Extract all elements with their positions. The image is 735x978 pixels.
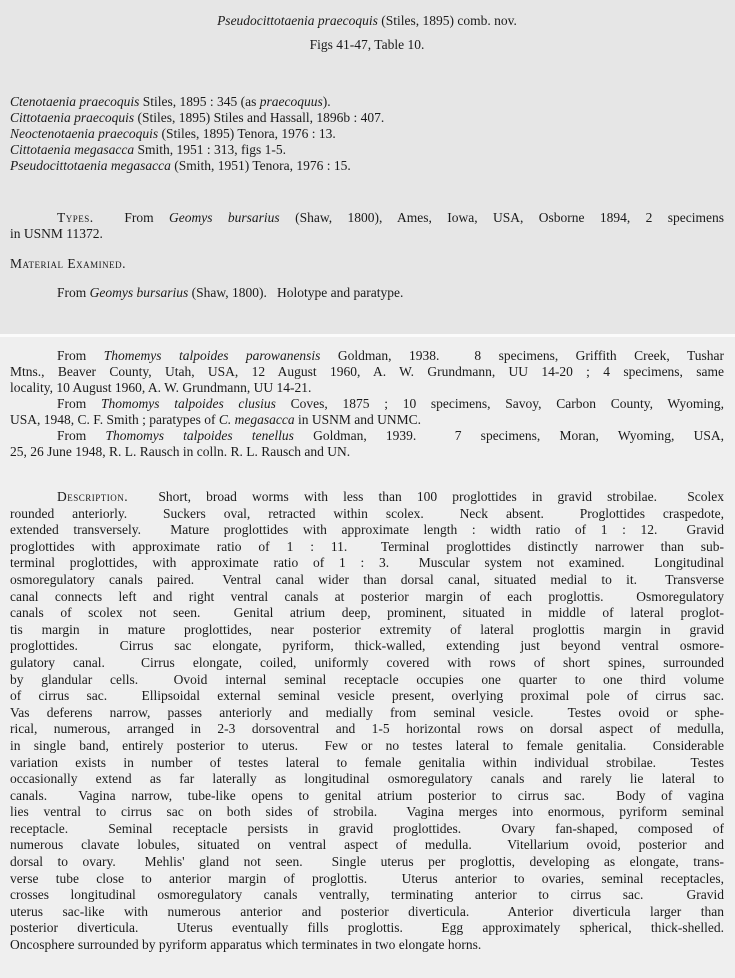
- text-line: [10, 788, 724, 805]
- text-line: [10, 126, 724, 142]
- text-run: From: [57, 396, 101, 411]
- text-run: osmoregulatory canals paired. Ventral canal wider than dorsal canal, situated medial to it. Transverse: [10, 571, 724, 587]
- text-line: [10, 226, 724, 242]
- italic-taxon-name: Neoctenotaenia praecoquis: [10, 126, 159, 141]
- text-line: [10, 638, 724, 655]
- material-examined-list: [10, 348, 724, 460]
- text-run: Vas deferens narrow, passes anteriorly and medially from seminal vesicle. Testes ovoid or sphe-: [10, 704, 724, 720]
- text-run: crosses longitudinal osmoregulatory canals ventrally, terminating anterior to cirrus sac. Gravid: [10, 887, 724, 903]
- text-line: [10, 837, 724, 854]
- text-line: [10, 444, 724, 460]
- text-run: terminal proglottides, with approximate ratio of 1 : 3. Muscular system not examined. Longitudinal: [10, 555, 724, 571]
- text-run: extended transversely. Mature proglottides with approximate length : width ratio of 1 : 12. Gravid: [10, 522, 724, 538]
- text-run: lies ventral to cirrus sac on both sides of strobila. Vagina merges into enormous, pyriform seminal: [10, 804, 724, 820]
- text-run: (Smith, 1951) Tenora, 1976 : 15.: [170, 158, 351, 173]
- section-label: Description.: [57, 489, 129, 504]
- text-run: 25, 26 June 1948, R. L. Rausch in colln. R. L. Rausch and UN.: [10, 444, 351, 459]
- italic-taxon-name: Pseudocittotaenia megasacca: [10, 158, 171, 173]
- text-line: [10, 110, 724, 126]
- text-run: Short, broad worms with less than 100 proglottides in gravid strobilae. Scolex: [128, 489, 724, 504]
- text-run: receptacle. Seminal receptacle persists in gravid proglottides. Ovary fan-shaped, composed of: [10, 820, 724, 836]
- text-run: USA, 1948, C. F. Smith ; paratypes of: [10, 412, 219, 427]
- text-run: (Stiles, 1895) Tenora, 1976 : 13.: [158, 126, 336, 141]
- text-line: [10, 9, 724, 33]
- text-line: [10, 672, 724, 689]
- text-run: canals of scolex not seen. Genital atrium deep, prominent, situated in middle of lateral proglot-: [10, 605, 724, 621]
- italic-taxon-name: Ctenotaenia praecoquis: [10, 94, 140, 109]
- italic-taxon-name: C. megasacca: [218, 412, 295, 427]
- text-run: uterus sac-like with numerous anterior and posterior diverticula. Anterior diverticula larger than: [10, 903, 724, 919]
- text-line: [10, 920, 724, 937]
- text-run: (Stiles, 1895) Stiles and Hassall, 1896b : 407.: [134, 110, 385, 125]
- italic-taxon-name: Geomys bursarius: [89, 285, 189, 300]
- text-line: [10, 396, 724, 412]
- text-line: [10, 887, 724, 904]
- text-run: From: [93, 210, 170, 225]
- text-run: in single band, entirely posterior to uterus. Few or no testes lateral to female genitalia. Considerable: [10, 737, 724, 753]
- text-run: dorsal to ovary. Mehlis' gland not seen. Single uterus per proglottis, developing as elongate, trans-: [10, 854, 724, 870]
- italic-taxon-name: praecoquus: [259, 94, 323, 109]
- text-run: tis margin in mature proglottides, near posterior extremity of lateral proglottis margin in gravid: [10, 621, 724, 637]
- text-line: [10, 33, 724, 57]
- text-line: [10, 721, 724, 738]
- text-run: in USNM and UNMC.: [294, 412, 422, 427]
- text-line: [10, 871, 724, 888]
- text-run: (Shaw, 1800). Holotype and paratype.: [188, 285, 404, 300]
- text-run: verse tube close to anterior margin of proglottis. Uterus anterior to ovaries, seminal receptacles,: [10, 870, 724, 886]
- text-run: rical, numerous, arranged in 2-3 dorsoventral and 1-5 horizontal rows on dorsal aspect of medulla,: [10, 721, 724, 737]
- italic-taxon-name: Thomomys talpoides clusius: [100, 396, 276, 411]
- italic-taxon-name: Cittotaenia megasacca: [10, 142, 135, 157]
- synonymy-list: [10, 94, 724, 174]
- text-run: From: [57, 285, 90, 300]
- text-line: [10, 655, 724, 672]
- text-line: [10, 285, 724, 301]
- text-line: [10, 210, 724, 226]
- text-run: variation exists in number of testes lateral to female genitalia within individual strobilae. Testes: [10, 754, 724, 770]
- text-run: canals. Vagina narrow, tube-like opens to genital atrium posterior to cirrus sac. Body of vagina: [10, 787, 724, 803]
- text-run: Coves, 1875 ; 10 specimens, Savoy, Carbon County, Wyoming,: [275, 396, 724, 411]
- text-run: From: [57, 348, 104, 363]
- text-run: From: [57, 428, 106, 443]
- text-run: Goldman, 1939. 7 specimens, Moran, Wyoming, USA,: [293, 428, 724, 443]
- text-line: [10, 622, 724, 639]
- text-run: rounded anteriorly. Suckers oval, retracted within scolex. Neck absent. Proglottides craspedote,: [10, 505, 724, 521]
- text-run: proglottides with approximate ratio of 1 : 11. Terminal proglottides distinctly narrower than sub-: [10, 538, 724, 554]
- text-line: [10, 705, 724, 722]
- text-run: numerous clavate lobules, situated on ventral aspect of medulla. Vitellarium ovoid, posterior and: [10, 837, 724, 853]
- section-label: Material Examined.: [10, 256, 126, 271]
- italic-taxon-name: Geomys bursarius: [169, 210, 280, 225]
- italic-taxon-name: Thomemys talpoides parowanensis: [103, 348, 321, 363]
- text-run: (Shaw, 1800), Ames, Iowa, USA, Osborne 1894, 2 specimens: [279, 210, 724, 225]
- text-run: locality, 10 August 1960, A. W. Grundmann, UU 14-21.: [10, 380, 312, 395]
- text-line: [10, 771, 724, 788]
- section-label: Types.: [57, 210, 94, 225]
- text-line: [10, 688, 724, 705]
- text-line: [10, 738, 724, 755]
- text-line: [10, 904, 724, 921]
- text-run: (Stiles, 1895) comb. nov.: [377, 13, 517, 28]
- description-paragraph: [10, 489, 724, 954]
- text-line: [10, 412, 724, 428]
- text-line: [10, 94, 724, 110]
- text-line: [10, 364, 724, 380]
- text-line: [10, 572, 724, 589]
- text-line: [10, 605, 724, 622]
- types-paragraph: [10, 210, 724, 242]
- text-run: by glandular cells. Ovoid internal seminal receptacle occupies one quarter to one third volume: [10, 671, 724, 687]
- text-run: Mtns., Beaver County, Utah, USA, 12 August 1960, A. W. Grundmann, UU 14-20 ; 4 specimens, same: [10, 364, 724, 379]
- text-line: [10, 854, 724, 871]
- text-run: occasionally extend as far laterally as longitudinal osmoregulatory canals and rarely lie lateral to: [10, 771, 724, 787]
- italic-taxon-name: Pseudocittotaenia praecoquis: [217, 13, 378, 28]
- text-line: [10, 755, 724, 772]
- text-run: Goldman, 1938. 8 specimens, Griffith Creek, Tushar: [320, 348, 724, 363]
- text-line: [10, 428, 724, 444]
- text-line: [10, 158, 724, 174]
- text-line: [10, 555, 724, 572]
- text-line: [10, 256, 724, 272]
- text-line: [10, 380, 724, 396]
- italic-taxon-name: Cittotaenia praecoquis: [10, 110, 135, 125]
- text-run: gulatory canal. Cirrus elongate, coiled, uniformly covered with rows of short spines, surrounded: [10, 654, 724, 670]
- text-line: [10, 506, 724, 523]
- text-run: ).: [322, 94, 331, 109]
- material-examined-heading: [10, 256, 724, 272]
- text-line: [10, 489, 724, 506]
- italic-taxon-name: Thomomys talpoides tenellus: [105, 428, 294, 443]
- material-holotype-line: [10, 285, 724, 301]
- text-run: Figs 41-47, Table 10.: [309, 37, 425, 52]
- text-run: Smith, 1951 : 313, figs 1-5.: [134, 142, 286, 157]
- text-line: [10, 348, 724, 364]
- text-line: [10, 522, 724, 539]
- text-line: [10, 821, 724, 838]
- text-run: canal connects left and right ventral canals at posterior margin of each proglottis. Osmoregulatory: [10, 588, 724, 604]
- text-line: [10, 142, 724, 158]
- text-run: Oncosphere surrounded by pyriform apparatus which terminates in two elongate horns.: [10, 937, 482, 953]
- text-run: proglottides. Cirrus sac elongate, pyriform, thick-walled, extending just beyond ventral osmore-: [10, 638, 724, 654]
- text-line: [10, 589, 724, 606]
- figures-reference: [10, 33, 724, 57]
- text-run: of cirrus sac. Ellipsoidal external seminal vesicle present, overlying proximal pole of cirrus sac.: [10, 688, 724, 704]
- species-title: [10, 9, 724, 33]
- text-run: posterior diverticula. Uterus eventually fills proglottis. Egg approximately spherical, thick-shelled.: [10, 920, 724, 936]
- text-line: [10, 539, 724, 556]
- text-run: Stiles, 1895 : 345 (as: [139, 94, 260, 109]
- text-line: [10, 937, 724, 954]
- text-run: in USNM 11372.: [10, 226, 103, 241]
- text-line: [10, 804, 724, 821]
